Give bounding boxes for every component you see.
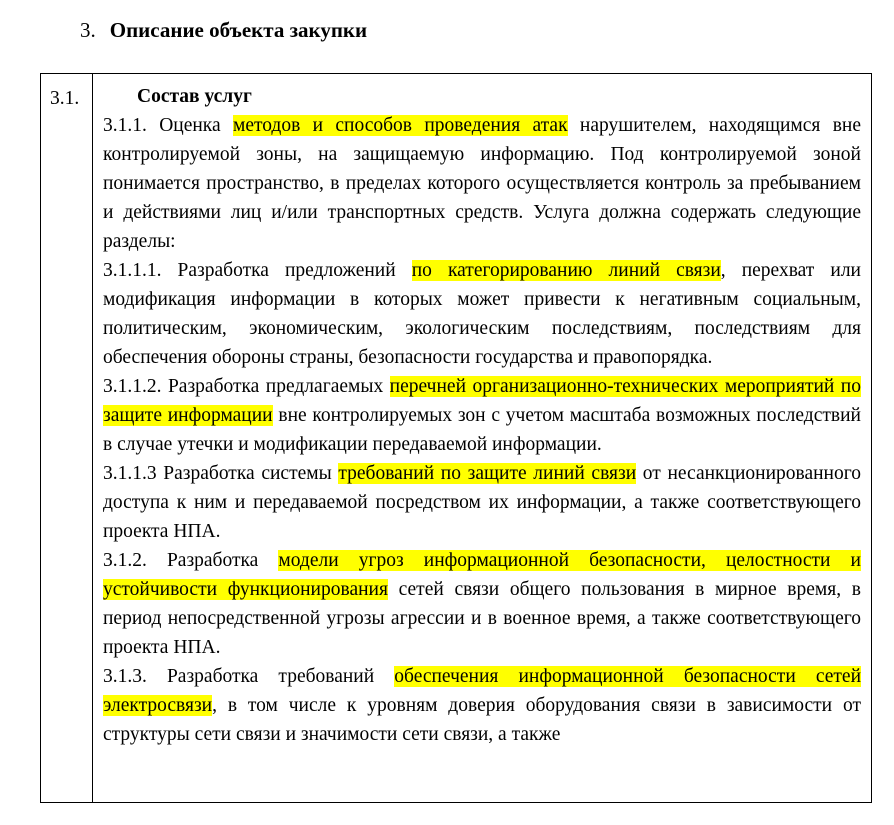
highlighted-text: требований по защите линий связи [338, 463, 637, 484]
paragraph-text: 3.1.1.1. Разработка предложений [103, 260, 412, 281]
section-number: 3. [80, 18, 96, 42]
row-number-cell [41, 74, 93, 802]
paragraph [103, 372, 861, 459]
paragraph [103, 662, 861, 749]
paragraph-text: , перехват или модификация информации в которых может привести к негативным социальным, политическим, экономическим, экологическим последствиям, последствиям для обеспечения обороны страны, безопасности государства и правопорядка. [103, 260, 861, 368]
highlighted-text: перечней организационно-технических мероприятий по защите информации [103, 376, 861, 426]
paragraph-text: сетей связи общего пользования в мирное время, в период непосредственной угрозы агрессии и в военное время, а также соответствующего проекта НПА. [103, 579, 861, 658]
paragraph-text: нарушителем, находящимся вне контролируемой зоны, на защищаемую информацию. Под контролируемой зоной понимается пространство, в пределах которого осуществляется контроль за пребыванием и действиями лиц и/или транспортных средств. Услуга должна содержать следующие разделы: [103, 115, 861, 252]
highlighted-text: обеспечения информационной безопасности сетей электросвязи [103, 666, 862, 716]
paragraph [103, 111, 861, 256]
row-number: 3.1. [50, 88, 80, 109]
paragraph-text: 3.1.1.2. Разработка предлагаемых [103, 376, 390, 397]
paragraph [103, 256, 861, 372]
highlighted-text: методов и способов проведения атак [232, 115, 568, 136]
paragraph-text: от несанкционированного доступа к ним и передаваемой посредством их информации, а также соответствующего проекта НПА. [103, 463, 861, 542]
section-title: Описание объекта закупки [109, 18, 368, 42]
paragraph-text: 3.1.2. Разработка [103, 550, 279, 571]
section-heading [80, 16, 367, 44]
paragraph-text: 3.1.3. Разработка требований [103, 666, 395, 687]
paragraph [103, 546, 861, 662]
highlighted-text: модели угроз информационной безопасности, целостности и устойчивости функционирования [103, 550, 861, 600]
paragraph-text: 3.1.1. Оценка [103, 115, 233, 136]
paragraph-text: , в том числе к уровням доверия оборудования связи в зависимости от структуры сети связи и значимости сети связи, а также [103, 695, 861, 745]
content-table [40, 73, 872, 803]
paragraph-text: 3.1.1.3 Разработка системы [103, 463, 339, 484]
paragraph-text: вне контролируемых зон с учетом масштаба возможных последствий в случае утечки и модификации передаваемой информации. [103, 405, 861, 455]
services-heading: Состав услуг [137, 86, 252, 107]
row-content-cell [103, 82, 861, 749]
paragraph [103, 459, 861, 546]
highlighted-text: по категорированию линий связи [411, 260, 721, 281]
